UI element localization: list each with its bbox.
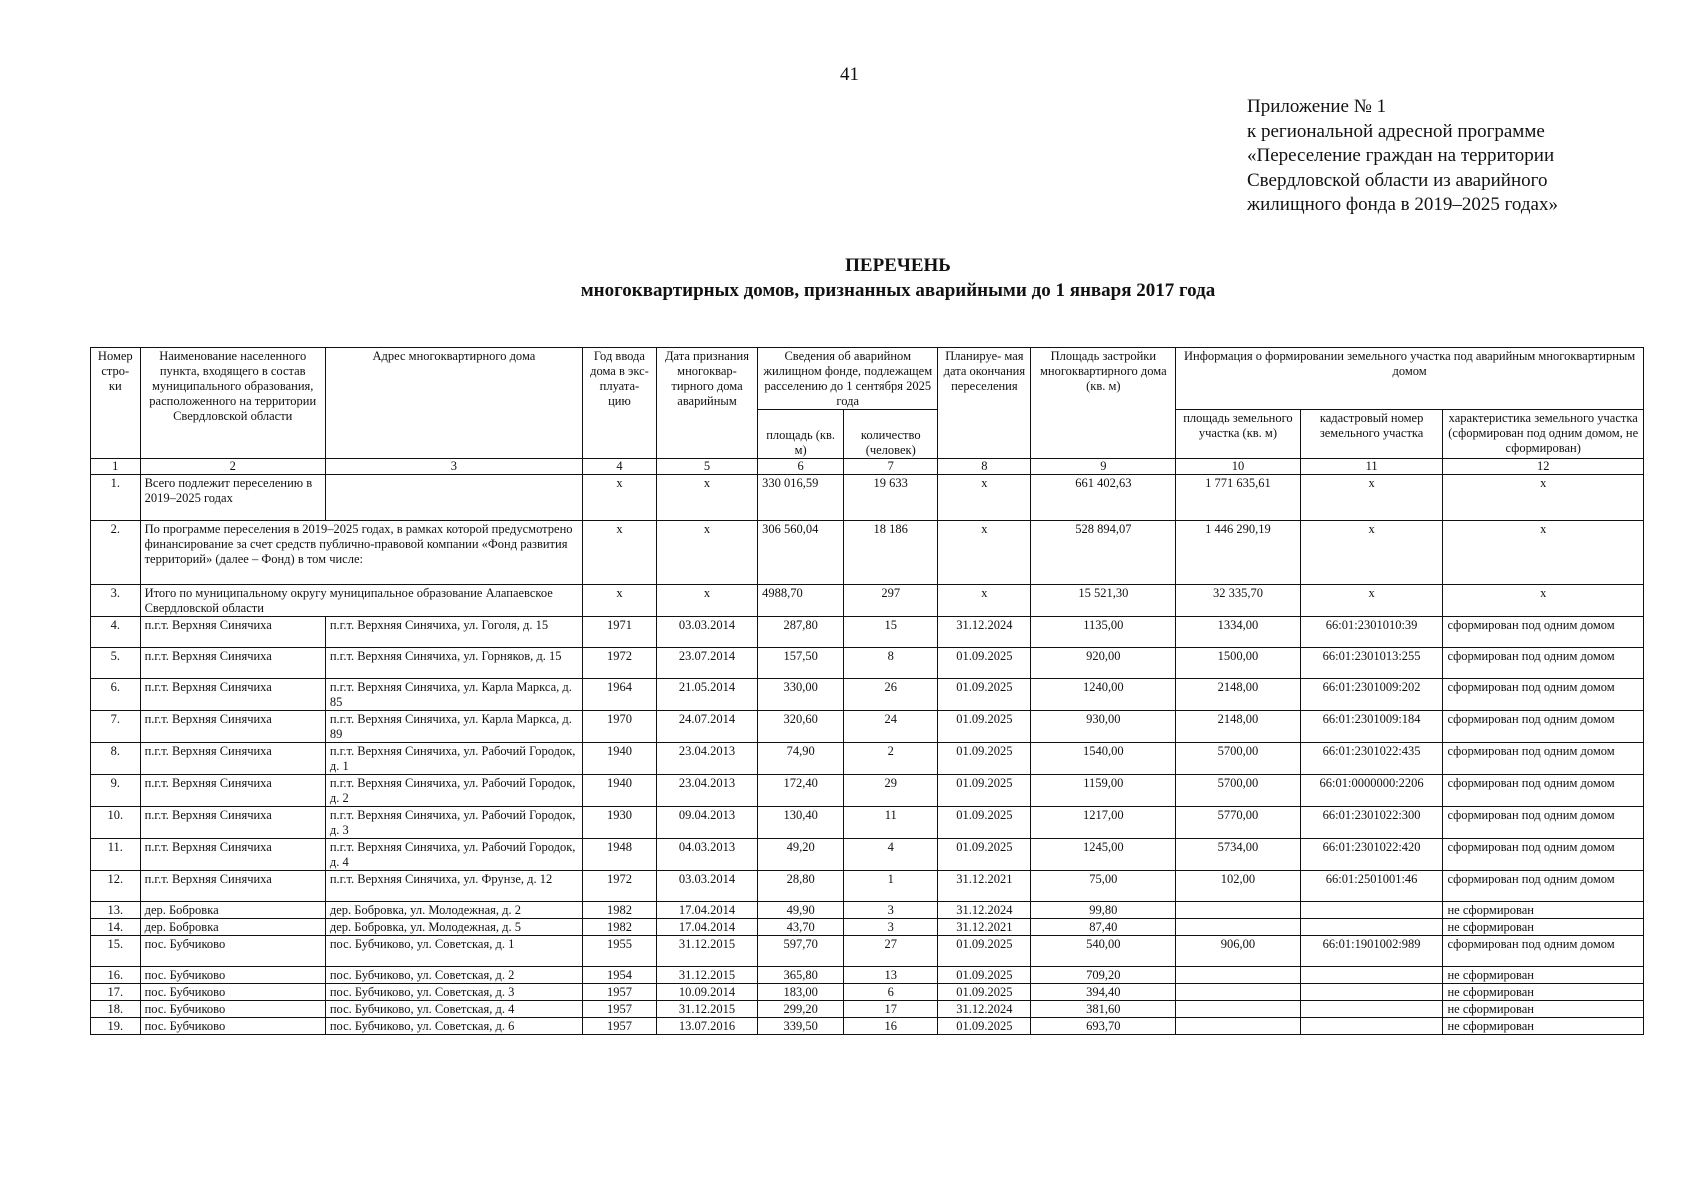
- header-area: площадь (кв. м): [758, 410, 844, 459]
- land-area-cell: 1 771 635,61: [1176, 475, 1301, 521]
- date-cell: 23.04.2013: [656, 775, 757, 807]
- row-number: 13.: [91, 902, 141, 919]
- address-cell: п.г.т. Верхняя Синячиха, ул. Рабочий Городок, д. 1: [325, 743, 582, 775]
- address-cell: дер. Бобровка, ул. Молодежная, д. 5: [325, 919, 582, 936]
- date-cell: 23.07.2014: [656, 648, 757, 679]
- date-cell: 03.03.2014: [656, 871, 757, 902]
- building-area-cell: 75,00: [1031, 871, 1176, 902]
- header-cadastral: кадастровый номер земельного участка: [1300, 410, 1443, 459]
- column-number: 12: [1443, 459, 1644, 475]
- land-characteristic-cell: не сформирован: [1443, 984, 1644, 1001]
- year-cell: 1955: [583, 936, 657, 967]
- year-cell: 1971: [583, 617, 657, 648]
- land-area-cell: [1176, 919, 1301, 936]
- row-number: 15.: [91, 936, 141, 967]
- header-year: Год ввода дома в экс- плуата- цию: [583, 348, 657, 459]
- cadastral-cell: [1300, 1018, 1443, 1035]
- area-cell: 130,40: [758, 807, 844, 839]
- land-characteristic-cell: сформирован под одним домом: [1443, 871, 1644, 902]
- cadastral-cell: 66:01:2301009:202: [1300, 679, 1443, 711]
- cadastral-cell: [1300, 984, 1443, 1001]
- land-area-cell: [1176, 984, 1301, 1001]
- column-number: 3: [325, 459, 582, 475]
- header-settlement: Наименование населенного пункта, входящего в состав муниципального образования, расположенного на территории Свердловской области: [140, 348, 325, 459]
- settlement-cell: пос. Бубчиково: [140, 1001, 325, 1018]
- row-number: 3.: [91, 585, 141, 617]
- year-cell: x: [583, 521, 657, 585]
- end-date-cell: 31.12.2024: [938, 617, 1031, 648]
- address-cell: пос. Бубчиково, ул. Советская, д. 3: [325, 984, 582, 1001]
- header-address: Адрес многоквартирного дома: [325, 348, 582, 459]
- cadastral-cell: x: [1300, 475, 1443, 521]
- column-number: 9: [1031, 459, 1176, 475]
- settlement-cell: п.г.т. Верхняя Синячиха: [140, 679, 325, 711]
- address-cell: пос. Бубчиково, ул. Советская, д. 2: [325, 967, 582, 984]
- settlement-cell: дер. Бобровка: [140, 919, 325, 936]
- table-row: [91, 902, 1644, 919]
- land-characteristic-cell: сформирован под одним домом: [1443, 839, 1644, 871]
- end-date-cell: 01.09.2025: [938, 1018, 1031, 1035]
- land-characteristic-cell: не сформирован: [1443, 967, 1644, 984]
- appendix-line: Свердловской области из аварийного: [1247, 169, 1548, 191]
- row-number: 10.: [91, 807, 141, 839]
- table-row: [91, 919, 1644, 936]
- settlement-cell: п.г.т. Верхняя Синячиха: [140, 711, 325, 743]
- column-numbers-row: [91, 459, 1644, 475]
- column-number: 4: [583, 459, 657, 475]
- row-number: 8.: [91, 743, 141, 775]
- area-cell: 339,50: [758, 1018, 844, 1035]
- cadastral-cell: [1300, 919, 1443, 936]
- settlement-cell: п.г.т. Верхняя Синячиха: [140, 807, 325, 839]
- land-area-cell: [1176, 967, 1301, 984]
- appendix-line: к региональной адресной программе: [1247, 120, 1545, 142]
- date-cell: 17.04.2014: [656, 902, 757, 919]
- header-people: количество (человек): [844, 410, 938, 459]
- building-area-cell: 1240,00: [1031, 679, 1176, 711]
- settlement-cell: п.г.т. Верхняя Синячиха: [140, 743, 325, 775]
- building-area-cell: 709,20: [1031, 967, 1176, 984]
- year-cell: 1930: [583, 807, 657, 839]
- people-cell: 26: [844, 679, 938, 711]
- area-cell: 365,80: [758, 967, 844, 984]
- people-cell: 2: [844, 743, 938, 775]
- land-characteristic-cell: сформирован под одним домом: [1443, 807, 1644, 839]
- appendix-note: [1247, 95, 1558, 218]
- cadastral-cell: [1300, 902, 1443, 919]
- cadastral-cell: 66:01:1901002:989: [1300, 936, 1443, 967]
- column-number: 5: [656, 459, 757, 475]
- building-area-cell: 661 402,63: [1031, 475, 1176, 521]
- building-area-cell: 920,00: [1031, 648, 1176, 679]
- land-characteristic-cell: сформирован под одним домом: [1443, 648, 1644, 679]
- land-characteristic-cell: не сформирован: [1443, 919, 1644, 936]
- people-cell: 29: [844, 775, 938, 807]
- settlement-cell: пос. Бубчиково: [140, 936, 325, 967]
- address-cell: п.г.т. Верхняя Синячиха, ул. Рабочий Городок, д. 3: [325, 807, 582, 839]
- table-row: [91, 839, 1644, 871]
- cadastral-cell: [1300, 967, 1443, 984]
- table-row: [91, 679, 1644, 711]
- empty-cell: [325, 475, 582, 521]
- area-cell: 49,90: [758, 902, 844, 919]
- end-date-cell: 01.09.2025: [938, 711, 1031, 743]
- building-area-cell: 1540,00: [1031, 743, 1176, 775]
- year-cell: 1948: [583, 839, 657, 871]
- end-date-cell: 31.12.2024: [938, 1001, 1031, 1018]
- column-number: 10: [1176, 459, 1301, 475]
- land-characteristic-cell: сформирован под одним домом: [1443, 617, 1644, 648]
- cadastral-cell: 66:01:2301022:300: [1300, 807, 1443, 839]
- address-cell: п.г.т. Верхняя Синячиха, ул. Горняков, д. 15: [325, 648, 582, 679]
- table-row: [91, 775, 1644, 807]
- year-cell: 1940: [583, 775, 657, 807]
- area-cell: 49,20: [758, 839, 844, 871]
- end-date-cell: x: [938, 585, 1031, 617]
- land-characteristic-cell: сформирован под одним домом: [1443, 711, 1644, 743]
- people-cell: 1: [844, 871, 938, 902]
- summary-row: [91, 475, 1644, 521]
- area-cell: 183,00: [758, 984, 844, 1001]
- column-number: 6: [758, 459, 844, 475]
- end-date-cell: 31.12.2021: [938, 871, 1031, 902]
- year-cell: 1954: [583, 967, 657, 984]
- settlement-cell: п.г.т. Верхняя Синячиха: [140, 871, 325, 902]
- row-number: 2.: [91, 521, 141, 585]
- building-area-cell: 540,00: [1031, 936, 1176, 967]
- row-number: 14.: [91, 919, 141, 936]
- end-date-cell: 31.12.2021: [938, 919, 1031, 936]
- people-cell: 13: [844, 967, 938, 984]
- appendix-line: Приложение № 1: [1247, 96, 1387, 117]
- land-area-cell: 2148,00: [1176, 679, 1301, 711]
- date-cell: x: [656, 475, 757, 521]
- year-cell: 1970: [583, 711, 657, 743]
- land-characteristic-cell: не сформирован: [1443, 1018, 1644, 1035]
- building-area-cell: 87,40: [1031, 919, 1176, 936]
- people-cell: 4: [844, 839, 938, 871]
- building-area-cell: 1135,00: [1031, 617, 1176, 648]
- summary-label: По программе переселения в 2019–2025 годах, в рамках которой предусмотрено финансирование за счет средств публично-правовой компании «Фонд развития территорий» (далее – Фонд) в том числе:: [140, 521, 582, 585]
- area-cell: 157,50: [758, 648, 844, 679]
- appendix-line: жилищного фонда в 2019–2025 годах»: [1247, 194, 1558, 215]
- people-cell: 297: [844, 585, 938, 617]
- row-number: 12.: [91, 871, 141, 902]
- settlement-cell: пос. Бубчиково: [140, 1018, 325, 1035]
- cadastral-cell: [1300, 1001, 1443, 1018]
- date-cell: x: [656, 585, 757, 617]
- land-characteristic-cell: сформирован под одним домом: [1443, 775, 1644, 807]
- area-cell: 330 016,59: [758, 475, 844, 521]
- cadastral-cell: 66:01:2301010:39: [1300, 617, 1443, 648]
- building-area-cell: 394,40: [1031, 984, 1176, 1001]
- people-cell: 24: [844, 711, 938, 743]
- year-cell: 1972: [583, 871, 657, 902]
- settlement-cell: дер. Бобровка: [140, 902, 325, 919]
- land-area-cell: 2148,00: [1176, 711, 1301, 743]
- summary-label: Итого по муниципальному округу муниципальное образование Алапаевское Свердловской области: [140, 585, 582, 617]
- land-characteristic-cell: x: [1443, 475, 1644, 521]
- date-cell: 21.05.2014: [656, 679, 757, 711]
- date-cell: 31.12.2015: [656, 936, 757, 967]
- date-cell: 03.03.2014: [656, 617, 757, 648]
- land-area-cell: 5734,00: [1176, 839, 1301, 871]
- date-cell: 24.07.2014: [656, 711, 757, 743]
- land-area-cell: 102,00: [1176, 871, 1301, 902]
- people-cell: 17: [844, 1001, 938, 1018]
- land-area-cell: 5700,00: [1176, 775, 1301, 807]
- year-cell: 1940: [583, 743, 657, 775]
- settlement-cell: пос. Бубчиково: [140, 984, 325, 1001]
- year-cell: 1982: [583, 919, 657, 936]
- land-characteristic-cell: не сформирован: [1443, 1001, 1644, 1018]
- address-cell: пос. Бубчиково, ул. Советская, д. 1: [325, 936, 582, 967]
- header-land-area: площадь земельного участка (кв. м): [1176, 410, 1301, 459]
- address-cell: пос. Бубчиково, ул. Советская, д. 6: [325, 1018, 582, 1035]
- summary-label: Всего подлежит переселению в 2019–2025 годах: [140, 475, 325, 521]
- area-cell: 28,80: [758, 871, 844, 902]
- table-row: [91, 743, 1644, 775]
- table-row: [91, 967, 1644, 984]
- table-row: [91, 1018, 1644, 1035]
- people-cell: 15: [844, 617, 938, 648]
- area-cell: 287,80: [758, 617, 844, 648]
- settlement-cell: пос. Бубчиково: [140, 967, 325, 984]
- date-cell: 10.09.2014: [656, 984, 757, 1001]
- end-date-cell: 01.09.2025: [938, 648, 1031, 679]
- year-cell: 1964: [583, 679, 657, 711]
- people-cell: 11: [844, 807, 938, 839]
- cadastral-cell: x: [1300, 521, 1443, 585]
- end-date-cell: 01.09.2025: [938, 936, 1031, 967]
- area-cell: 74,90: [758, 743, 844, 775]
- cadastral-cell: 66:01:2501001:46: [1300, 871, 1443, 902]
- cadastral-cell: 66:01:2301022:435: [1300, 743, 1443, 775]
- land-area-cell: 906,00: [1176, 936, 1301, 967]
- column-number: 1: [91, 459, 141, 475]
- land-area-cell: 1 446 290,19: [1176, 521, 1301, 585]
- header-recognition-date: Дата признания многоквар- тирного дома аварийным: [656, 348, 757, 459]
- end-date-cell: 01.09.2025: [938, 679, 1031, 711]
- building-area-cell: 99,80: [1031, 902, 1176, 919]
- end-date-cell: 01.09.2025: [938, 967, 1031, 984]
- people-cell: 27: [844, 936, 938, 967]
- row-number: 1.: [91, 475, 141, 521]
- row-number: 4.: [91, 617, 141, 648]
- table-row: [91, 1001, 1644, 1018]
- people-cell: 18 186: [844, 521, 938, 585]
- land-characteristic-cell: сформирован под одним домом: [1443, 743, 1644, 775]
- houses-table: [90, 347, 1644, 1035]
- date-cell: 17.04.2014: [656, 919, 757, 936]
- table-row: [91, 807, 1644, 839]
- address-cell: пос. Бубчиково, ул. Советская, д. 4: [325, 1001, 582, 1018]
- address-cell: п.г.т. Верхняя Синячиха, ул. Рабочий Городок, д. 2: [325, 775, 582, 807]
- land-area-cell: 1500,00: [1176, 648, 1301, 679]
- column-number: 8: [938, 459, 1031, 475]
- building-area-cell: 693,70: [1031, 1018, 1176, 1035]
- document-title: ПЕРЕЧЕНЬ: [845, 255, 951, 276]
- area-cell: 43,70: [758, 919, 844, 936]
- end-date-cell: x: [938, 475, 1031, 521]
- end-date-cell: 01.09.2025: [938, 775, 1031, 807]
- header-row-number: Номер стро- ки: [91, 348, 141, 459]
- date-cell: 31.12.2015: [656, 967, 757, 984]
- area-cell: 4988,70: [758, 585, 844, 617]
- column-number: 7: [844, 459, 938, 475]
- header-end-date: Планируе- мая дата окончания переселения: [938, 348, 1031, 459]
- cadastral-cell: 66:01:2301022:420: [1300, 839, 1443, 871]
- area-cell: 320,60: [758, 711, 844, 743]
- table-row: [91, 936, 1644, 967]
- people-cell: 8: [844, 648, 938, 679]
- address-cell: дер. Бобровка, ул. Молодежная, д. 2: [325, 902, 582, 919]
- header-housing-info: Сведения об аварийном жилищном фонде, подлежащем расселению до 1 сентября 2025 года: [758, 348, 938, 410]
- building-area-cell: 15 521,30: [1031, 585, 1176, 617]
- cadastral-cell: 66:01:0000000:2206: [1300, 775, 1443, 807]
- area-cell: 330,00: [758, 679, 844, 711]
- land-characteristic-cell: сформирован под одним домом: [1443, 679, 1644, 711]
- appendix-line: «Переселение граждан на территории: [1247, 145, 1555, 166]
- year-cell: 1972: [583, 648, 657, 679]
- settlement-cell: п.г.т. Верхняя Синячиха: [140, 839, 325, 871]
- land-area-cell: 32 335,70: [1176, 585, 1301, 617]
- row-number: 16.: [91, 967, 141, 984]
- year-cell: x: [583, 585, 657, 617]
- building-area-cell: 1245,00: [1031, 839, 1176, 871]
- land-area-cell: [1176, 1001, 1301, 1018]
- summary-row: [91, 585, 1644, 617]
- people-cell: 3: [844, 919, 938, 936]
- area-cell: 306 560,04: [758, 521, 844, 585]
- row-number: 17.: [91, 984, 141, 1001]
- land-characteristic-cell: не сформирован: [1443, 902, 1644, 919]
- land-area-cell: [1176, 902, 1301, 919]
- date-cell: 04.03.2013: [656, 839, 757, 871]
- header-land-info: Информация о формировании земельного участка под аварийным многоквартирным домом: [1176, 348, 1644, 410]
- column-number: 11: [1300, 459, 1443, 475]
- building-area-cell: 1217,00: [1031, 807, 1176, 839]
- people-cell: 19 633: [844, 475, 938, 521]
- people-cell: 6: [844, 984, 938, 1001]
- area-cell: 172,40: [758, 775, 844, 807]
- building-area-cell: 528 894,07: [1031, 521, 1176, 585]
- document-subtitle: многоквартирных домов, признанных аварийными до 1 января 2017 года: [580, 280, 1216, 301]
- settlement-cell: п.г.т. Верхняя Синячиха: [140, 775, 325, 807]
- people-cell: 16: [844, 1018, 938, 1035]
- date-cell: 09.04.2013: [656, 807, 757, 839]
- land-characteristic-cell: сформирован под одним домом: [1443, 936, 1644, 967]
- end-date-cell: x: [938, 521, 1031, 585]
- end-date-cell: 01.09.2025: [938, 984, 1031, 1001]
- row-number: 18.: [91, 1001, 141, 1018]
- table-row: [91, 711, 1644, 743]
- address-cell: п.г.т. Верхняя Синячиха, ул. Рабочий Городок, д. 4: [325, 839, 582, 871]
- year-cell: x: [583, 475, 657, 521]
- land-area-cell: 1334,00: [1176, 617, 1301, 648]
- address-cell: п.г.т. Верхняя Синячиха, ул. Карла Маркса, д. 85: [325, 679, 582, 711]
- table-row: [91, 617, 1644, 648]
- year-cell: 1957: [583, 1018, 657, 1035]
- end-date-cell: 01.09.2025: [938, 743, 1031, 775]
- building-area-cell: 381,60: [1031, 1001, 1176, 1018]
- row-number: 5.: [91, 648, 141, 679]
- table-row: [91, 648, 1644, 679]
- end-date-cell: 01.09.2025: [938, 807, 1031, 839]
- year-cell: 1957: [583, 984, 657, 1001]
- land-area-cell: 5700,00: [1176, 743, 1301, 775]
- address-cell: п.г.т. Верхняя Синячиха, ул. Фрунзе, д. 12: [325, 871, 582, 902]
- column-number: 2: [140, 459, 325, 475]
- land-area-cell: [1176, 1018, 1301, 1035]
- area-cell: 299,20: [758, 1001, 844, 1018]
- end-date-cell: 01.09.2025: [938, 839, 1031, 871]
- land-area-cell: 5770,00: [1176, 807, 1301, 839]
- row-number: 11.: [91, 839, 141, 871]
- date-cell: 31.12.2015: [656, 1001, 757, 1018]
- end-date-cell: 31.12.2024: [938, 902, 1031, 919]
- table-row: [91, 871, 1644, 902]
- cadastral-cell: x: [1300, 585, 1443, 617]
- summary-row: [91, 521, 1644, 585]
- area-cell: 597,70: [758, 936, 844, 967]
- year-cell: 1957: [583, 1001, 657, 1018]
- building-area-cell: 1159,00: [1031, 775, 1176, 807]
- date-cell: x: [656, 521, 757, 585]
- land-characteristic-cell: x: [1443, 585, 1644, 617]
- row-number: 9.: [91, 775, 141, 807]
- page-number: 41: [840, 64, 859, 85]
- date-cell: 13.07.2016: [656, 1018, 757, 1035]
- building-area-cell: 930,00: [1031, 711, 1176, 743]
- settlement-cell: п.г.т. Верхняя Синячиха: [140, 617, 325, 648]
- date-cell: 23.04.2013: [656, 743, 757, 775]
- address-cell: п.г.т. Верхняя Синячиха, ул. Гоголя, д. 15: [325, 617, 582, 648]
- header-land-characteristic: характеристика земельного участка (сформирован под одним домом, не сформирован): [1443, 410, 1644, 459]
- row-number: 6.: [91, 679, 141, 711]
- cadastral-cell: 66:01:2301013:255: [1300, 648, 1443, 679]
- land-characteristic-cell: x: [1443, 521, 1644, 585]
- address-cell: п.г.т. Верхняя Синячиха, ул. Карла Маркса, д. 89: [325, 711, 582, 743]
- row-number: 19.: [91, 1018, 141, 1035]
- header-building-area: Площадь застройки многоквартирного дома (кв. м): [1031, 348, 1176, 459]
- settlement-cell: п.г.т. Верхняя Синячиха: [140, 648, 325, 679]
- table-row: [91, 984, 1644, 1001]
- cadastral-cell: 66:01:2301009:184: [1300, 711, 1443, 743]
- year-cell: 1982: [583, 902, 657, 919]
- row-number: 7.: [91, 711, 141, 743]
- people-cell: 3: [844, 902, 938, 919]
